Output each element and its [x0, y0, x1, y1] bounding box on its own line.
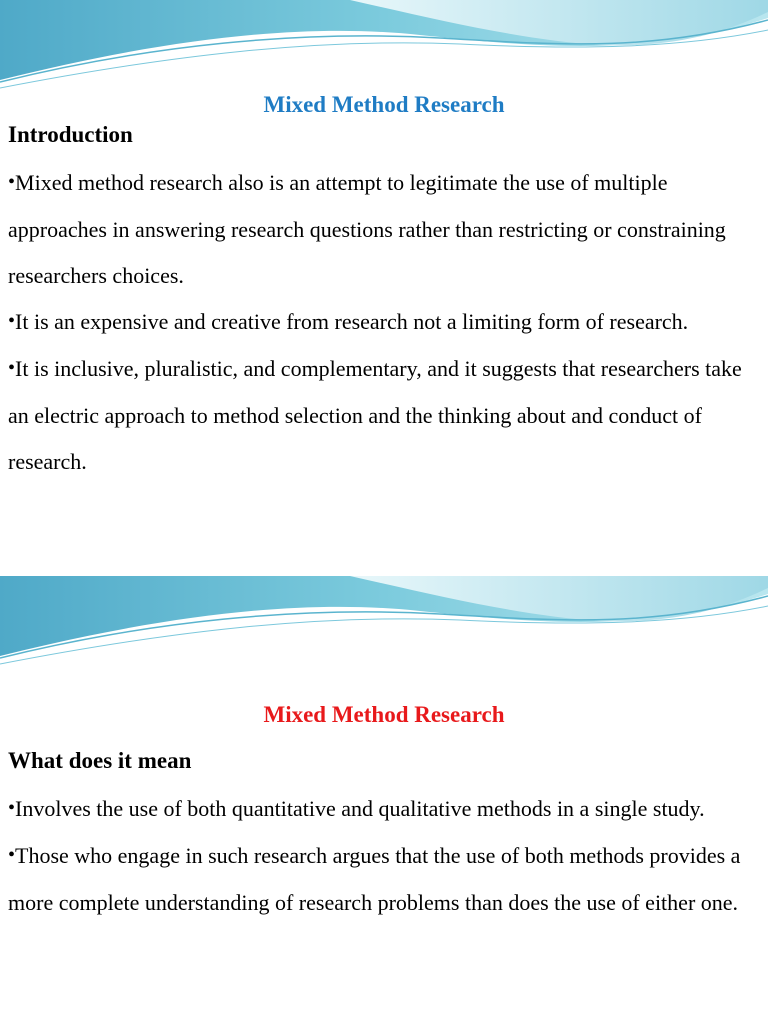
bullet-icon: •	[8, 171, 16, 193]
bullet-icon: •	[8, 357, 16, 379]
slide-subheading: What does it mean	[8, 748, 192, 773]
slide-2	[0, 512, 768, 1024]
wave-banner	[0, 576, 768, 671]
bullet-item: •Mixed method research also is an attempt to legitimate the use of multiple approaches in answering research questions rather than restricting or constraining researchers choices.	[8, 170, 726, 288]
slide-title	[0, 92, 768, 118]
bullet-icon: •	[8, 797, 16, 819]
slide-subheading: Introduction	[8, 122, 133, 147]
slide-title	[0, 702, 768, 728]
slide-title-text: Mixed Method Research	[263, 92, 505, 117]
bullet-list	[8, 160, 760, 485]
slide-title-text: Mixed Method Research	[263, 702, 505, 727]
bullet-item: •Involves the use of both quantitative and qualitative methods in a single study.	[8, 796, 705, 821]
bullet-item: •Those who engage in such research argues that the use of both methods provides a more complete understanding of research problems than does the use of either one.	[8, 843, 741, 915]
bullet-item: •It is inclusive, pluralistic, and complementary, and it suggests that researchers take an electric approach to method selection and the thinking about and conduct of research.	[8, 356, 742, 474]
bullet-list	[8, 786, 760, 926]
wave-banner	[0, 0, 768, 95]
bullet-item: •It is an expensive and creative from research not a limiting form of research.	[8, 309, 689, 334]
bullet-icon: •	[8, 844, 16, 866]
bullet-icon: •	[8, 310, 16, 332]
